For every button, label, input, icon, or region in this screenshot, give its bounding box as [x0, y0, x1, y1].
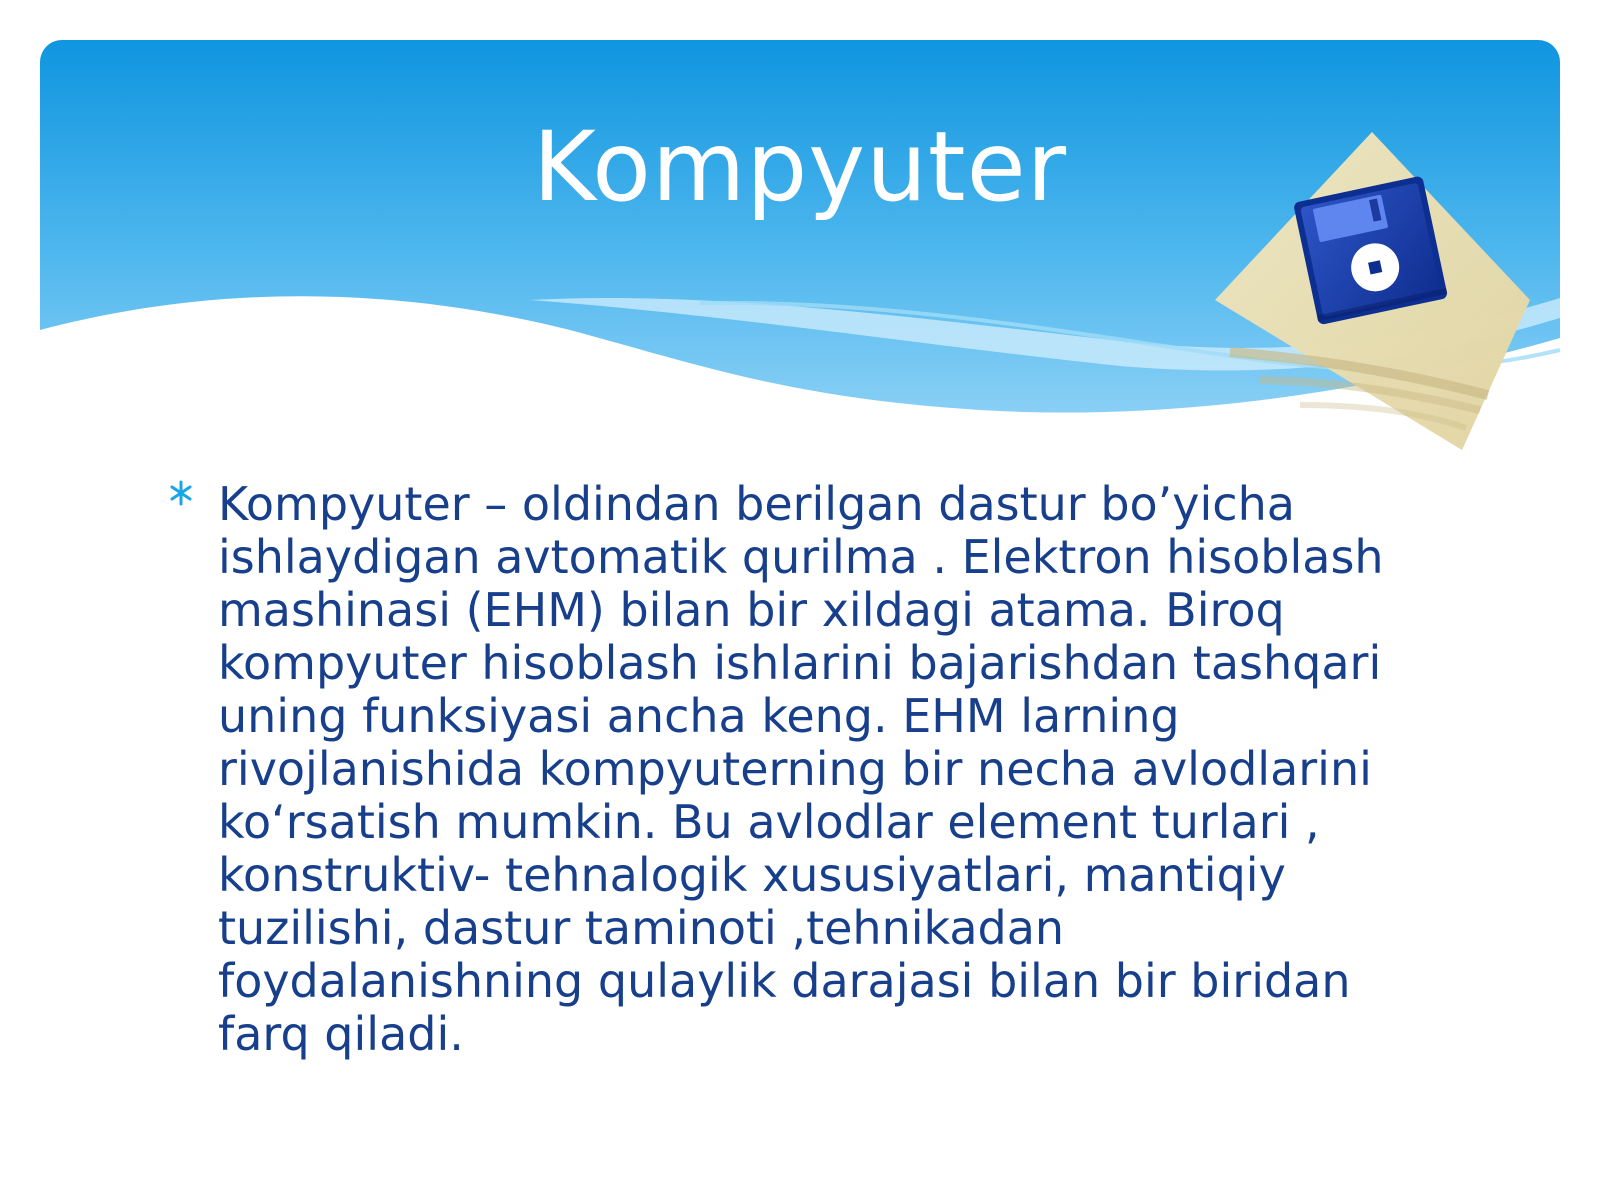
- bullet-paragraph: Kompyuter – oldindan berilgan dastur bo’yicha ishlaydigan avtomatik qurilma . Elektron hisoblash mashinasi (EHM) bilan bir xildagi atama. Biroq kompyuter hisoblash ishlarini bajarishdan tashqari uning funksiyasi ancha keng. EHM larning rivojlanishida kompyuterning bir necha avlodlarini ko‘rsatish mumkin. Bu avlodlar element turlari , konstruktiv- tehnalogik xususiyatlari, mantiqiy tuzilishi, dastur taminoti ,tehnikadan foydalanishning qulaylik darajasi bilan bir biridan farq qiladi.: [218, 477, 1384, 1061]
- slide-body: [168, 478, 1398, 1061]
- bullet-item: [168, 478, 1398, 1061]
- slide-title: Kompyuter: [532, 111, 1068, 223]
- header-background: [0, 0, 1600, 470]
- asterisk-bullet-icon: [168, 480, 192, 504]
